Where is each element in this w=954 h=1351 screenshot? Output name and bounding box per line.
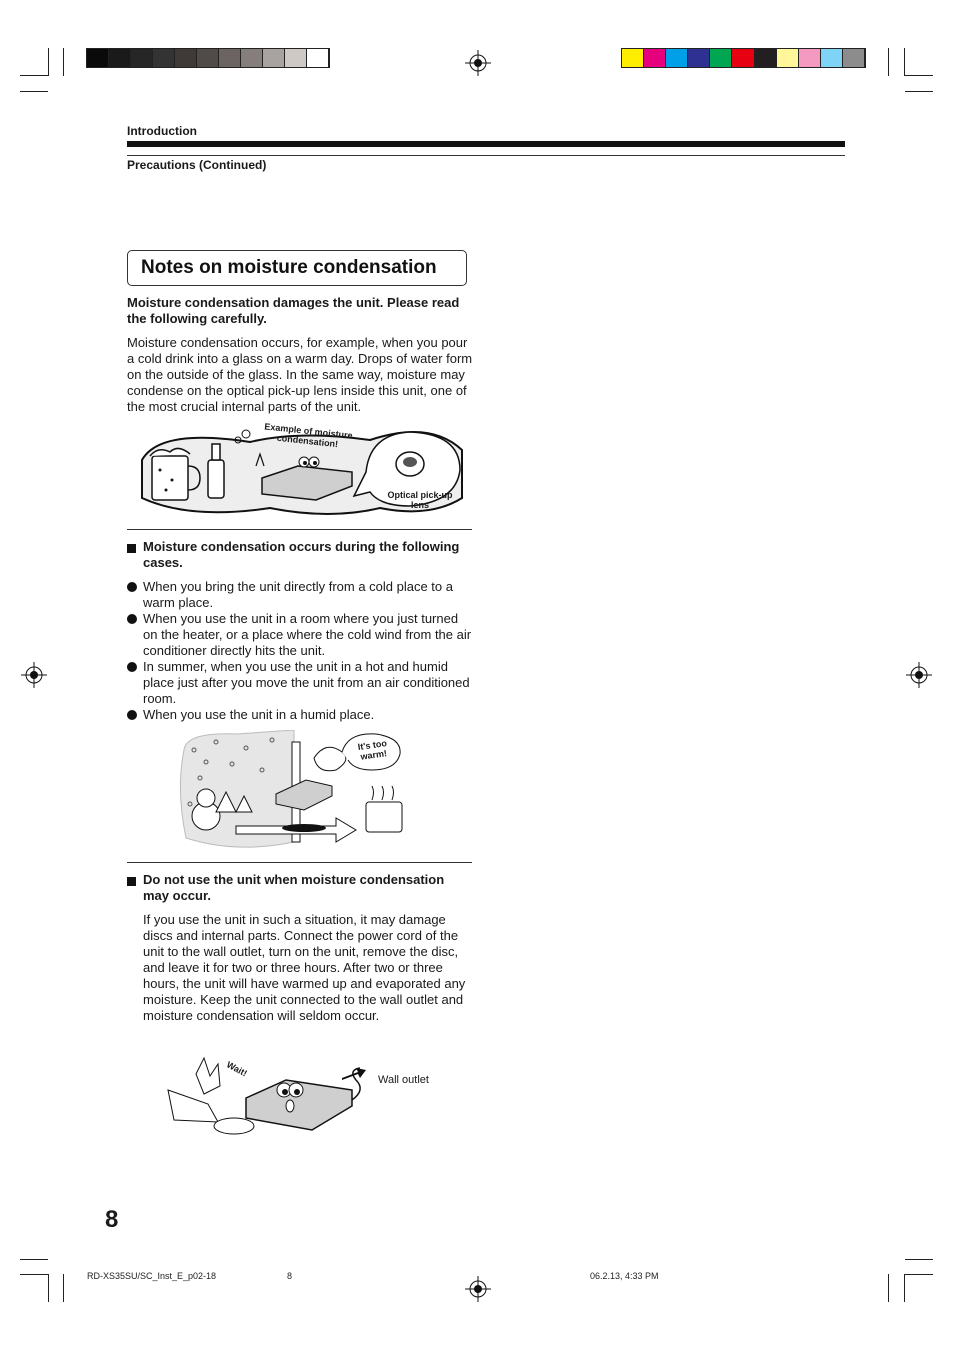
page-title-box xyxy=(127,250,467,286)
color-swatch xyxy=(799,49,821,67)
color-swatch xyxy=(666,49,688,67)
bullet-icon xyxy=(127,710,137,720)
list-item: When you bring the unit directly from a cold place to a warm place. xyxy=(127,579,472,611)
gray-swatch xyxy=(87,49,109,67)
gray-swatch xyxy=(285,49,307,67)
registration-mark-icon xyxy=(21,662,47,688)
registration-mark-icon xyxy=(465,1276,491,1302)
bullet-icon xyxy=(127,582,137,592)
bullet-icon xyxy=(127,614,137,624)
section-title: Introduction xyxy=(127,124,197,138)
square-bullet-icon xyxy=(127,544,136,553)
illustration-bubble-caption: Example of moisture condensation! xyxy=(263,421,354,450)
color-swatch xyxy=(755,49,777,67)
list-item: When you use the unit in a humid place. xyxy=(127,707,472,723)
lead-warning: Moisture condensation damages the unit. Please read the following carefully. xyxy=(127,295,460,326)
gray-swatch xyxy=(175,49,197,67)
wait-caption: Wait! xyxy=(224,1059,249,1079)
color-swatch xyxy=(622,49,644,67)
intro-paragraph: Moisture condensation occurs, for example, when you pour a cold drink into a glass on a warm day. Drops of water form on the outside of the glass. In the same way, moisture may condense on the optical pick-up lens inside this unit, one of the most crucial internal parts of the unit. xyxy=(127,335,473,414)
square-bullet-icon xyxy=(127,877,136,886)
gray-swatch xyxy=(153,49,175,67)
list-item: When you use the unit in a room where you just turned on the heater, or a place where the cold wind from the air conditioner directly hits the unit. xyxy=(127,611,472,659)
color-swatch xyxy=(777,49,799,67)
color-swatch xyxy=(843,49,865,67)
registration-mark-icon xyxy=(465,50,491,76)
gray-swatch xyxy=(219,49,241,67)
color-swatch xyxy=(732,49,754,67)
wait-unit-illustration xyxy=(166,1050,386,1142)
footer-timestamp: 06.2.13, 4:33 PM xyxy=(590,1271,659,1281)
divider xyxy=(127,862,472,863)
color-calibration-bar xyxy=(621,48,866,68)
cases-list xyxy=(127,579,472,723)
gray-swatch xyxy=(241,49,263,67)
color-swatch xyxy=(821,49,843,67)
gray-calibration-bar xyxy=(86,48,330,68)
divider xyxy=(127,529,472,530)
warm-bubble-caption: It's too warm! xyxy=(357,738,388,762)
color-swatch xyxy=(688,49,710,67)
wall-outlet-label: Wall outlet xyxy=(378,1074,429,1086)
page-number: 8 xyxy=(105,1206,119,1233)
color-swatch xyxy=(710,49,732,67)
gray-swatch xyxy=(263,49,285,67)
registration-mark-icon xyxy=(906,662,932,688)
cases-heading: Moisture condensation occurs during the following cases. xyxy=(143,539,460,570)
header-subrule xyxy=(127,155,845,156)
bullet-icon xyxy=(127,662,137,672)
color-swatch xyxy=(644,49,666,67)
lens-label: Optical pick-up lens xyxy=(387,490,453,510)
gray-swatch xyxy=(307,49,329,67)
page-title: Notes on moisture condensation xyxy=(141,257,437,278)
footer-file: RD-XS35SU/SC_Inst_E_p02-18 xyxy=(87,1271,217,1281)
header-rule xyxy=(127,141,845,147)
gray-swatch xyxy=(197,49,219,67)
gray-swatch xyxy=(109,49,131,67)
donot-paragraph: If you use the unit in such a situation, it may damage discs and internal parts. Connect the power cord of the unit to the wall outlet, turn on the unit, remove the disc, and leave it for two or three hours. After two or three hours, the unit will have warmed up and evaporated any moisture. Keep the unit connected to the wall outlet and moisture condensation will seldom occur. xyxy=(143,912,466,1023)
gray-swatch xyxy=(131,49,153,67)
donot-heading: Do not use the unit when moisture condensation may occur. xyxy=(143,872,445,903)
subsection-title: Precautions (Continued) xyxy=(127,158,267,172)
list-item: In summer, when you use the unit in a hot and humid place just after you move the unit from an air conditioned room. xyxy=(127,659,472,707)
footer-page: 8 xyxy=(287,1271,293,1281)
